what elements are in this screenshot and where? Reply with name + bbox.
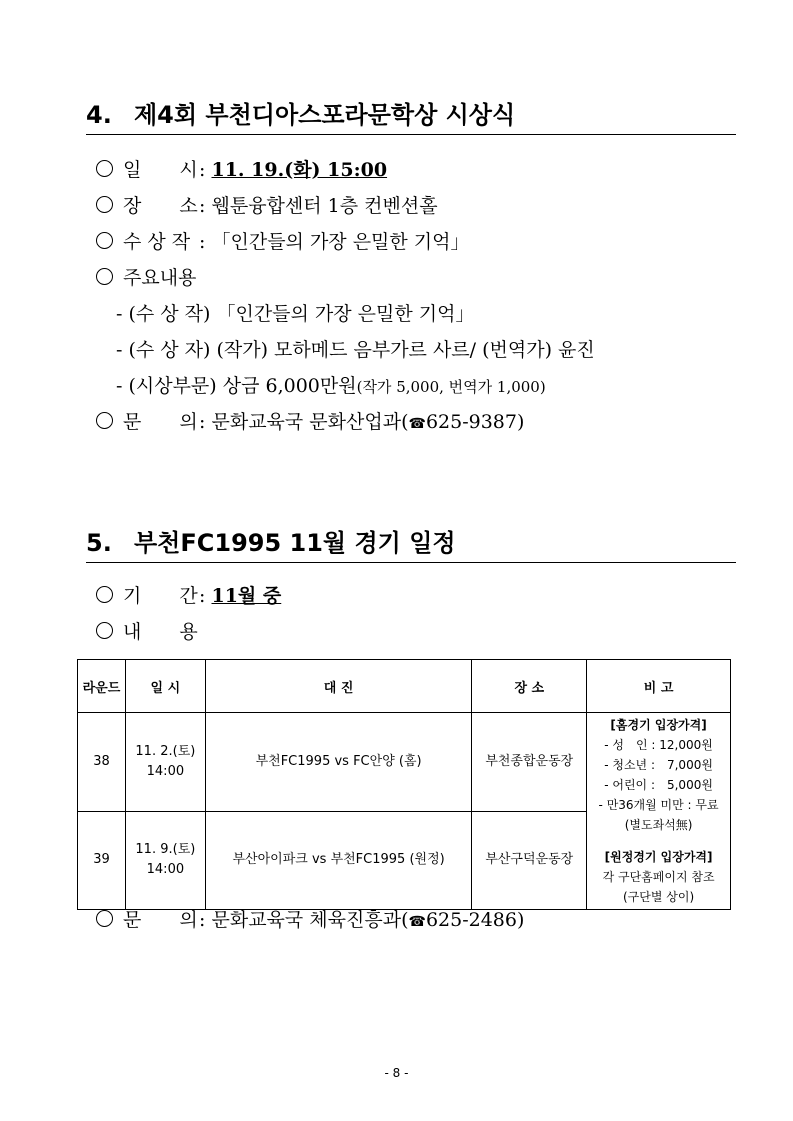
seat-note: (별도좌석無) (624, 818, 693, 832)
place-value: 웹툰융합센터 1층 컨벤션홀 (211, 195, 438, 217)
match-cell: 부천FC1995 vs FC안양 (홈) (205, 713, 472, 812)
winner-label: 수 상 작 (123, 231, 191, 253)
event-place-line: 장 소 : 웹툰융합센터 1층 컨벤션홀 (96, 194, 438, 218)
away-price-title: [원정경기 입장가격] (604, 850, 713, 864)
contact-phone: 625-9387) (425, 411, 525, 433)
match-date: 11. 2.(토) (135, 743, 196, 759)
section-4-number: 4. (86, 101, 112, 129)
circle-bullet-icon (96, 586, 113, 603)
event-date-line: 일 시 : 11. 19.(화) 15:00 (96, 158, 387, 182)
section-5-number: 5. (86, 529, 112, 557)
home-price-title: [홈경기 입장가격] (610, 718, 707, 732)
contact-line-4: 문 의 : 문화교육국 문화산업과(☎625-9387) (96, 410, 524, 436)
section-4-title (86, 100, 736, 135)
contact-label: 문 의 (123, 411, 198, 433)
match-time: 14:00 (146, 763, 185, 779)
datetime-cell (125, 713, 205, 812)
content-line (96, 620, 198, 644)
price-child: - 어린이 : 5,000원 (604, 778, 713, 792)
table-row (78, 713, 731, 812)
venue-cell: 부천종합운동장 (472, 713, 587, 812)
main-content-line (96, 266, 196, 290)
detail-line-2: - (수 상 자) (작가) 모하메드 음부가르 사르/ (번역가) 윤진 (116, 339, 595, 361)
header-note: 비 고 (587, 660, 731, 713)
date-label: 일 시 (123, 159, 198, 181)
datetime-cell (125, 811, 205, 910)
prize-main: - (시상부문) 상금 6,000만원 (116, 375, 357, 397)
match-time: 14:00 (146, 862, 185, 878)
circle-bullet-icon (96, 910, 113, 927)
contact-value: 문화교육국 체육진흥과( (211, 909, 409, 931)
match-schedule-table (77, 659, 731, 910)
circle-bullet-icon (96, 622, 113, 639)
detail-line-1: - (수 상 작) 「인간들의 가장 은밀한 기억」 (116, 303, 475, 325)
contact-value: 문화교육국 문화산업과( (211, 411, 409, 433)
circle-bullet-icon (96, 160, 113, 177)
prize-line (116, 374, 546, 399)
circle-bullet-icon (96, 232, 113, 249)
period-label: 기 간 (123, 585, 198, 607)
phone-icon: ☎ (408, 416, 426, 432)
away-price-ref: 각 구단홈페이지 참조 (602, 870, 715, 884)
match-cell: 부산아이파크 vs 부천FC1995 (원정) (205, 811, 472, 910)
table-header-row (78, 660, 731, 713)
prize-breakdown: (작가 5,000, 번역가 1,000) (356, 378, 546, 396)
header-datetime: 일 시 (125, 660, 205, 713)
date-value: 11. 19.(화) 15:00 (211, 159, 388, 181)
circle-bullet-icon (96, 196, 113, 213)
round-cell: 39 (78, 811, 126, 910)
header-match: 대 진 (205, 660, 472, 713)
circle-bullet-icon (96, 268, 113, 285)
section-5-heading: 부천FC1995 11월 경기 일정 (134, 529, 456, 557)
main-content-label: 주요내용 (123, 267, 197, 289)
place-label: 장 소 (123, 195, 198, 217)
contact-line-5: 문 의 : 문화교육국 체육진흥과(☎625-2486) (96, 908, 524, 934)
price-youth: - 청소년 : 7,000원 (604, 758, 713, 772)
venue-cell: 부산구덕운동장 (472, 811, 587, 910)
circle-bullet-icon (96, 412, 113, 429)
period-value: 11월 중 (211, 585, 282, 607)
section-4-heading: 제4회 부천디아스포라문학상 시상식 (134, 101, 516, 129)
price-note-cell (587, 713, 731, 910)
round-cell: 38 (78, 713, 126, 812)
away-price-note: (구단별 상이) (623, 890, 695, 904)
period-line: 기 간 : 11월 중 (96, 584, 281, 608)
header-round: 라운드 (78, 660, 126, 713)
header-venue: 장 소 (472, 660, 587, 713)
match-date: 11. 9.(토) (135, 842, 196, 858)
content-label: 내 용 (123, 621, 198, 643)
price-infant: - 만36개월 미만 : 무료 (598, 798, 719, 812)
page-number: - 8 - (384, 1066, 409, 1080)
winner-line: 수 상 작 : 「인간들의 가장 은밀한 기억」 (96, 230, 470, 254)
phone-icon: ☎ (408, 914, 426, 930)
winner-value: 「인간들의 가장 은밀한 기억」 (211, 231, 470, 253)
section-5-title (86, 528, 736, 563)
contact-phone: 625-2486) (425, 909, 525, 931)
contact-label: 문 의 (123, 909, 198, 931)
price-adult: - 성 인 : 12,000원 (604, 738, 713, 752)
